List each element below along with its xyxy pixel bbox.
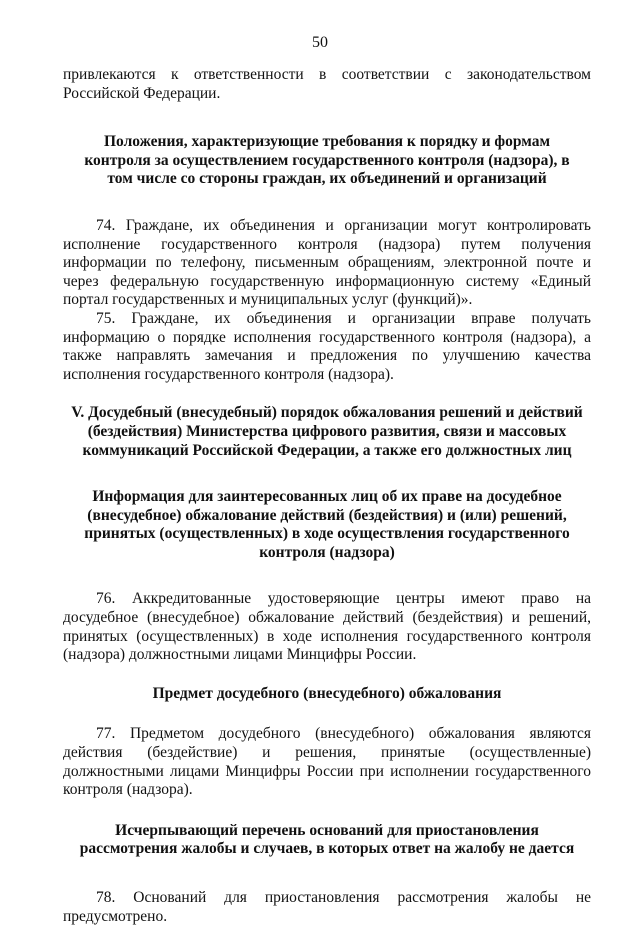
document-body: [63, 66, 591, 926]
section-heading-suspension-grounds: Исчерпывающий перечень оснований для приостановления рассмотрения жалобы и случаев, в которых ответ на жалобу не дается: [79, 821, 575, 858]
section-heading-appeal-info: Информация для заинтересованных лиц об их праве на досудебное (внесудебное) обжалование действий (бездействия) и (или) решений, принятых (осуществленных) в ходе осуществления государственного контроля (надзора): [84, 488, 570, 561]
paragraph-77: 77. Предметом досудебного (внесудебного) обжалования являются действия (бездействие) и решения, принятые (осуществленные) должностными лицами Минцифры России при исполнении государственного контроля (надзора).: [63, 725, 591, 799]
section-heading-appeal-subject: Предмет досудебного (внесудебного) обжалования: [152, 684, 502, 702]
paragraph-74: 74. Граждане, их объединения и организации могут контролировать исполнение государственного контроля (надзора) путем получения информации по телефону, письменным обращениям, электронной почте и через федеральную государственную информационную систему «Единый портал государственных и муниципальных услуг (функций)».: [63, 216, 591, 309]
chapter-heading-v: V. Досудебный (внесудебный) порядок обжалования решений и действий (бездействия) Министерства цифрового развития, связи и массовых коммуникаций Российской Федерации, а также его должностных лиц: [71, 404, 583, 459]
paragraph-75: 75. Граждане, их объединения и организации вправе получать информацию о порядке исполнения государственного контроля (надзора), а также направлять замечания и предложения по улучшению качества исполнения государственного контроля (надзора).: [63, 309, 591, 383]
paragraph-78: 78. Оснований для приостановления рассмотрения жалобы не предусмотрено.: [63, 889, 591, 925]
paragraph-continuation: привлекаются к ответственности в соответствии с законодательством Российской Федерации.: [63, 66, 591, 102]
section-heading-control-requirements: Положения, характеризующие требования к порядку и формам контроля за осуществлением государственного контроля (надзора), в том числе со стороны граждан, их объединений и организаций: [84, 133, 570, 188]
paragraph-76: 76. Аккредитованные удостоверяющие центры имеют право на досудебное (внесудебное) обжалование действий (бездействия) и решений, принятых (осуществленных) в ходе исполнения государственного контроля (надзора) должностными лицами Минцифры России.: [63, 590, 591, 664]
page-number: 50: [312, 34, 328, 51]
